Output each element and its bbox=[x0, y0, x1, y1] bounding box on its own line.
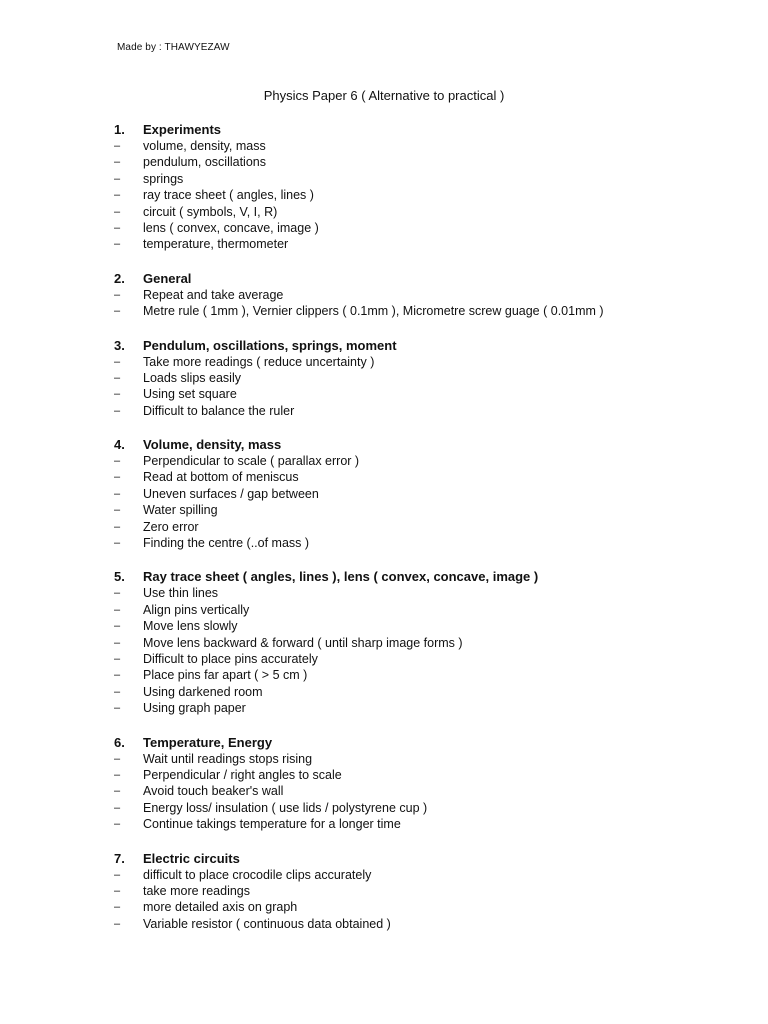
list-item bbox=[0, 700, 768, 716]
list-item-text: more detailed axis on graph bbox=[143, 900, 298, 915]
list-item bbox=[0, 370, 768, 386]
section bbox=[0, 568, 768, 716]
section-heading bbox=[0, 121, 768, 138]
dash-bullet: – bbox=[114, 636, 121, 649]
list-item bbox=[0, 816, 768, 832]
dash-bullet: – bbox=[114, 801, 121, 814]
section-number: 3. bbox=[114, 337, 125, 353]
section-number: 5. bbox=[114, 569, 125, 585]
section bbox=[0, 337, 768, 420]
list-item bbox=[0, 303, 768, 319]
list-item-text: Finding the centre (..of mass ) bbox=[143, 536, 310, 551]
sections-list bbox=[0, 121, 768, 949]
list-item-text: Continue takings temperature for a longer time bbox=[143, 817, 401, 832]
list-item bbox=[0, 867, 768, 883]
dash-bullet: – bbox=[114, 537, 121, 550]
dash-bullet: – bbox=[114, 520, 121, 533]
dash-bullet: – bbox=[114, 669, 121, 682]
section-title: Ray trace sheet ( angles, lines ), lens ( convex, concave, image ) bbox=[143, 569, 539, 585]
list-item-text: Variable resistor ( continuous data obtained ) bbox=[143, 916, 391, 931]
dash-bullet: – bbox=[114, 371, 121, 384]
list-item bbox=[0, 519, 768, 535]
dash-bullet: – bbox=[114, 288, 121, 301]
section-title: Pendulum, oscillations, springs, moment bbox=[143, 337, 397, 353]
dash-bullet: – bbox=[114, 471, 121, 484]
bullet-list bbox=[0, 585, 768, 716]
list-item-text: Zero error bbox=[143, 519, 199, 534]
list-item-text: Water spilling bbox=[143, 503, 218, 518]
list-item bbox=[0, 585, 768, 601]
list-item bbox=[0, 138, 768, 154]
dash-bullet: – bbox=[114, 156, 121, 169]
bullet-list bbox=[0, 867, 768, 933]
dash-bullet: – bbox=[114, 189, 121, 202]
dash-bullet: – bbox=[114, 884, 121, 897]
bullet-list bbox=[0, 453, 768, 551]
dash-bullet: – bbox=[114, 768, 121, 781]
dash-bullet: – bbox=[114, 818, 121, 831]
list-item-text: Loads slips easily bbox=[143, 370, 241, 385]
dash-bullet: – bbox=[114, 238, 121, 251]
bullet-list bbox=[0, 138, 768, 253]
list-item-text: circuit ( symbols, V, I, R) bbox=[143, 204, 278, 219]
section bbox=[0, 270, 768, 320]
section-title: Electric circuits bbox=[143, 850, 240, 866]
dash-bullet: – bbox=[114, 404, 121, 417]
list-item bbox=[0, 403, 768, 419]
list-item bbox=[0, 667, 768, 683]
section bbox=[0, 850, 768, 933]
section bbox=[0, 436, 768, 551]
list-item-text: Wait until readings stops rising bbox=[143, 751, 313, 766]
dash-bullet: – bbox=[114, 868, 121, 881]
section-heading bbox=[0, 270, 768, 287]
list-item-text: Place pins far apart ( > 5 cm ) bbox=[143, 668, 308, 683]
list-item bbox=[0, 783, 768, 799]
dash-bullet: – bbox=[114, 221, 121, 234]
list-item-text: Read at bottom of meniscus bbox=[143, 470, 299, 485]
section-number: 6. bbox=[114, 734, 125, 750]
list-item-text: Use thin lines bbox=[143, 586, 219, 601]
list-item bbox=[0, 751, 768, 767]
list-item bbox=[0, 220, 768, 236]
section-title: General bbox=[143, 270, 192, 286]
list-item bbox=[0, 651, 768, 667]
list-item bbox=[0, 386, 768, 402]
list-item-text: Avoid touch beaker's wall bbox=[143, 784, 284, 799]
dash-bullet: – bbox=[114, 587, 121, 600]
list-item-text: ray trace sheet ( angles, lines ) bbox=[143, 188, 314, 203]
section-heading bbox=[0, 734, 768, 751]
list-item bbox=[0, 800, 768, 816]
list-item-text: springs bbox=[143, 171, 184, 186]
dash-bullet: – bbox=[114, 901, 121, 914]
section-number: 2. bbox=[114, 270, 125, 286]
list-item bbox=[0, 154, 768, 170]
list-item-text: pendulum, oscillations bbox=[143, 155, 266, 170]
section-heading bbox=[0, 337, 768, 354]
list-item bbox=[0, 187, 768, 203]
document-title: Physics Paper 6 ( Alternative to practical ) bbox=[263, 88, 505, 103]
list-item bbox=[0, 618, 768, 634]
dash-bullet: – bbox=[114, 504, 121, 517]
dash-bullet: – bbox=[114, 620, 121, 633]
list-item-text: Metre rule ( 1mm ), Vernier clippers ( 0.1mm ), Micrometre screw guage ( 0.01mm ) bbox=[143, 304, 604, 319]
dash-bullet: – bbox=[114, 702, 121, 715]
list-item bbox=[0, 684, 768, 700]
section-number: 4. bbox=[114, 437, 125, 453]
section-heading bbox=[0, 568, 768, 585]
list-item-text: difficult to place crocodile clips accurately bbox=[143, 867, 372, 882]
section bbox=[0, 734, 768, 833]
list-item bbox=[0, 535, 768, 551]
list-item bbox=[0, 899, 768, 915]
list-item-text: Move lens backward & forward ( until sharp image forms ) bbox=[143, 635, 463, 650]
list-item bbox=[0, 287, 768, 303]
list-item-text: Align pins vertically bbox=[143, 602, 250, 617]
bullet-list bbox=[0, 287, 768, 320]
section-title: Experiments bbox=[143, 122, 222, 137]
list-item-text: Perpendicular to scale ( parallax error ) bbox=[143, 454, 360, 469]
list-item-text: Take more readings ( reduce uncertainty ) bbox=[143, 354, 375, 369]
list-item-text: Using set square bbox=[143, 387, 237, 402]
dash-bullet: – bbox=[114, 205, 121, 218]
dash-bullet: – bbox=[114, 355, 121, 368]
list-item-text: take more readings bbox=[143, 883, 251, 898]
dash-bullet: – bbox=[114, 652, 121, 665]
list-item bbox=[0, 469, 768, 485]
dash-bullet: – bbox=[114, 685, 121, 698]
author-line: Made by : THAWYEZAW bbox=[117, 42, 230, 53]
list-item-text: Perpendicular / right angles to scale bbox=[143, 767, 342, 782]
section-number: 7. bbox=[114, 850, 125, 866]
list-item bbox=[0, 635, 768, 651]
dash-bullet: – bbox=[114, 172, 121, 185]
list-item bbox=[0, 204, 768, 220]
section-heading bbox=[0, 850, 768, 867]
section-title: Volume, density, mass bbox=[143, 437, 282, 453]
dash-bullet: – bbox=[114, 455, 121, 468]
bullet-list bbox=[0, 354, 768, 420]
list-item-text: Difficult to balance the ruler bbox=[143, 403, 295, 418]
list-item-text: volume, density, mass bbox=[143, 139, 266, 153]
dash-bullet: – bbox=[114, 603, 121, 616]
list-item-text: Using graph paper bbox=[143, 701, 246, 716]
list-item bbox=[0, 171, 768, 187]
list-item bbox=[0, 354, 768, 370]
dash-bullet: – bbox=[114, 140, 121, 152]
list-item bbox=[0, 602, 768, 618]
dash-bullet: – bbox=[114, 785, 121, 798]
dash-bullet: – bbox=[114, 752, 121, 765]
list-item-text: temperature, thermometer bbox=[143, 237, 289, 252]
list-item-text: Using darkened room bbox=[143, 684, 263, 699]
list-item-text: Energy loss/ insulation ( use lids / polystyrene cup ) bbox=[143, 800, 428, 815]
bullet-list bbox=[0, 751, 768, 833]
dash-bullet: – bbox=[114, 917, 121, 930]
section-title: Temperature, Energy bbox=[143, 734, 273, 750]
dash-bullet: – bbox=[114, 388, 121, 401]
dash-bullet: – bbox=[114, 487, 121, 500]
list-item-text: Move lens slowly bbox=[143, 619, 238, 634]
list-item bbox=[0, 236, 768, 252]
list-item bbox=[0, 453, 768, 469]
list-item bbox=[0, 502, 768, 518]
list-item-text: Difficult to place pins accurately bbox=[143, 651, 318, 666]
list-item bbox=[0, 916, 768, 932]
list-item-text: Repeat and take average bbox=[143, 287, 284, 302]
section bbox=[0, 121, 768, 253]
dash-bullet: – bbox=[114, 305, 121, 318]
section-heading bbox=[0, 436, 768, 453]
list-item bbox=[0, 767, 768, 783]
section-number: 1. bbox=[114, 122, 125, 137]
list-item bbox=[0, 486, 768, 502]
list-item-text: lens ( convex, concave, image ) bbox=[143, 220, 319, 235]
list-item-text: Uneven surfaces / gap between bbox=[143, 486, 319, 501]
list-item bbox=[0, 883, 768, 899]
